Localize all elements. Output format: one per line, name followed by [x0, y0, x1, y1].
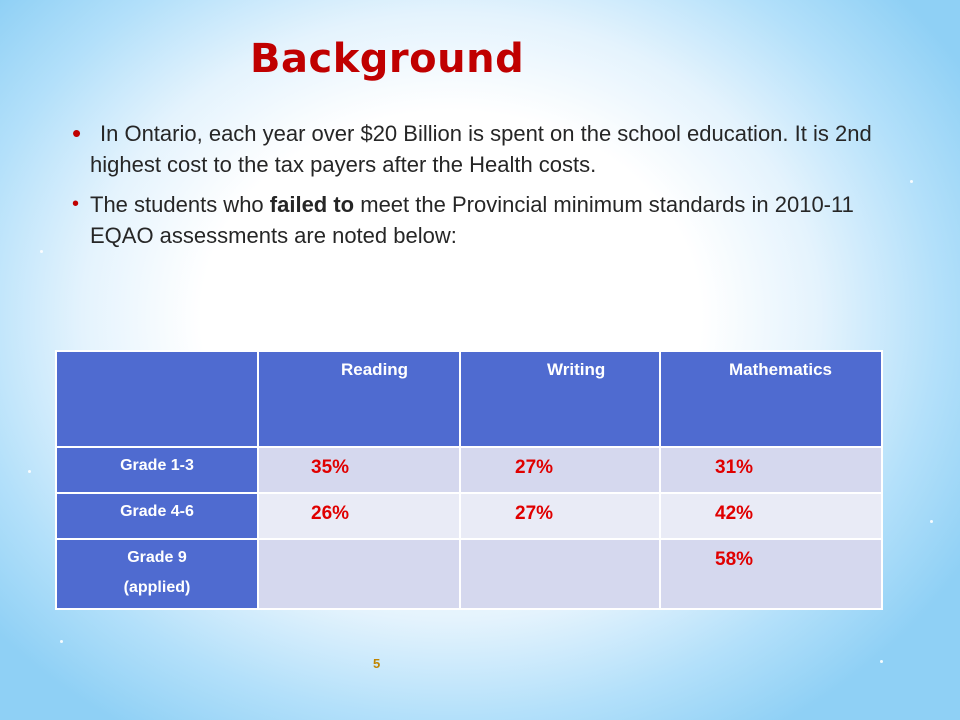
bullet-item [72, 189, 872, 251]
header-cell-empty [56, 351, 258, 447]
bullet-text-bold: failed to [269, 192, 355, 217]
sparkle-decoration [880, 660, 883, 663]
cell-writing: 27% [460, 447, 660, 493]
bullet-item [72, 118, 872, 180]
sparkle-decoration [930, 520, 933, 523]
bullet-text [90, 192, 854, 248]
bullet-dot-icon: • [72, 193, 80, 215]
table-row [56, 447, 882, 493]
row-label-grade-1-3: Grade 1-3 [56, 447, 258, 493]
cell-writing: 27% [460, 493, 660, 539]
bullet-list [72, 118, 872, 260]
page-number: 5 [373, 656, 381, 671]
row-label-grade-9: Grade 9 (applied) [56, 539, 258, 609]
table-row [56, 493, 882, 539]
results-table [55, 350, 883, 610]
table-row [56, 539, 882, 609]
cell-reading: 26% [258, 493, 460, 539]
slide-title: Background [250, 36, 525, 82]
cell-reading: 35% [258, 447, 460, 493]
sparkle-decoration [60, 640, 63, 643]
cell-writing [460, 539, 660, 609]
bullet-text-pre: The students who [90, 192, 270, 217]
bullet-dot-icon: • [72, 118, 82, 148]
row-label-grade-4-6: Grade 4-6 [56, 493, 258, 539]
cell-math: 42% [660, 493, 882, 539]
table-header-row [56, 351, 882, 447]
header-cell-mathematics: Mathematics [660, 351, 882, 447]
header-cell-reading: Reading [258, 351, 460, 447]
header-cell-writing: Writing [460, 351, 660, 447]
cell-math: 31% [660, 447, 882, 493]
sparkle-decoration [40, 250, 43, 253]
cell-math: 58% [660, 539, 882, 609]
sparkle-decoration [910, 180, 913, 183]
sparkle-decoration [28, 470, 31, 473]
cell-reading [258, 539, 460, 609]
bullet-text-post: meet the Provincial minimum standards in 2010-11 EQAO assessments are noted below: [90, 192, 854, 248]
bullet-text: In Ontario, each year over $20 Billion is spent on the school education. It is 2nd highest cost to the tax payers after the Health costs. [90, 121, 872, 177]
